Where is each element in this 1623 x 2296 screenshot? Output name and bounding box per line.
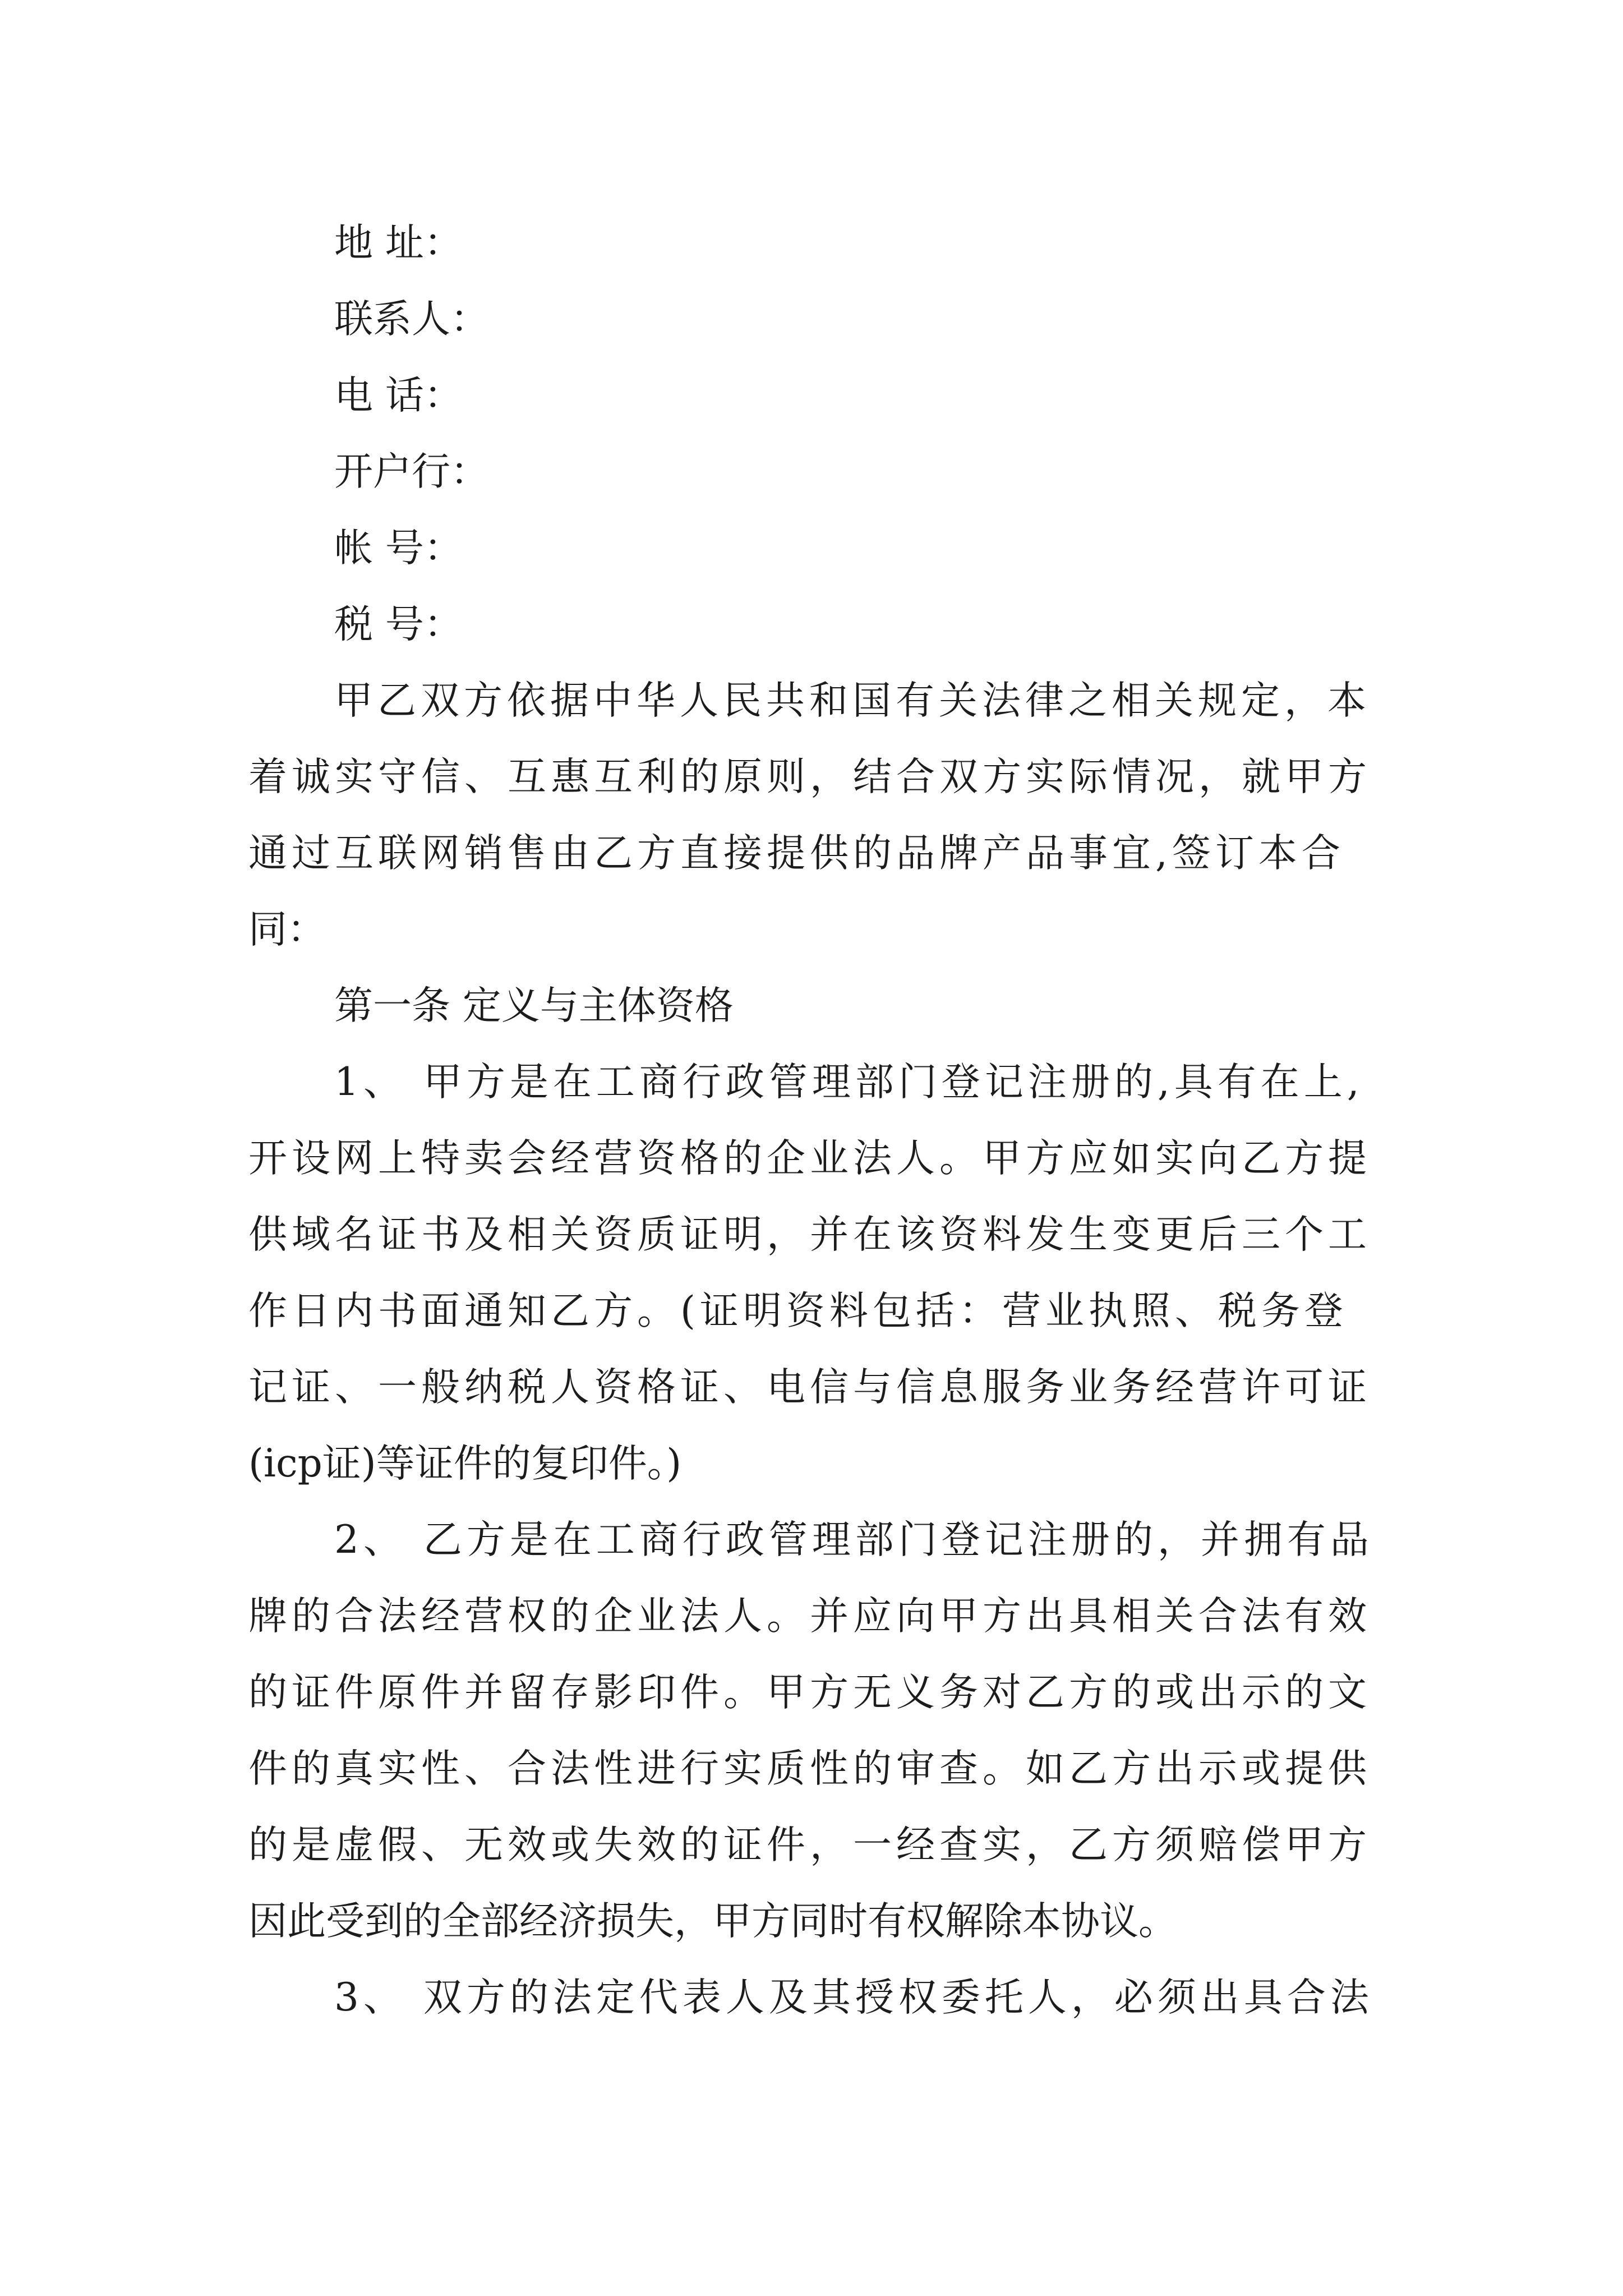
- field-phone-label: 电 话：: [334, 373, 463, 418]
- preamble-line: 甲乙双方依据中华人民共和国有关法律之相关规定，本: [334, 678, 1371, 723]
- clause-line: 开设网上特卖会经营资格的企业法人。甲方应如实向乙方提: [248, 1136, 1371, 1181]
- clause-line: 件的真实性、合法性进行实质性的审查。如乙方出示或提供: [248, 1746, 1371, 1791]
- clause-line: 记证、一般纳税人资格证、电信与信息服务业务经营许可证: [248, 1365, 1371, 1410]
- preamble-line: 通过互联网销售由乙方直接提供的品牌产品事宜,签订本合: [248, 831, 1345, 876]
- preamble-line: 同：: [248, 907, 326, 952]
- clause-line: 3、 双方的法定代表人及其授权委托人，必须出具合法: [334, 1975, 1373, 2020]
- field-account-label: 帐 号：: [334, 526, 463, 570]
- clause-line: 作日内书面通知乙方。(证明资料包括：营业执照、税务登: [248, 1289, 1348, 1333]
- clause-line: 的证件原件并留存影印件。甲方无义务对乙方的或出示的文: [248, 1670, 1371, 1715]
- clause-line: 1、 甲方是在工商行政管理部门登记注册的,具有在上,: [334, 1060, 1364, 1105]
- field-taxid-label: 税 号：: [334, 602, 463, 647]
- field-address-label: 地 址：: [334, 220, 463, 265]
- clause-line: 牌的合法经营权的企业法人。并应向甲方出具相关合法有效: [248, 1594, 1371, 1639]
- article-heading: 第一条 定义与主体资格: [334, 983, 734, 1028]
- clause-line: (icp证)等证件的复印件。): [248, 1441, 682, 1486]
- clause-line: 供域名证书及相关资质证明，并在该资料发生变更后三个工: [248, 1212, 1371, 1257]
- clause-line: 2、 乙方是在工商行政管理部门登记注册的，并拥有品: [334, 1517, 1373, 1562]
- field-contact-label: 联系人：: [334, 297, 489, 342]
- field-bank-label: 开户行：: [334, 449, 489, 494]
- preamble-line: 着诚实守信、互惠互利的原则，结合双方实际情况，就甲方: [248, 754, 1371, 799]
- clause-line: 因此受到的全部经济损失，甲方同时有权解除本协议。: [248, 1899, 1177, 1944]
- clause-line: 的是虚假、无效或失效的证件，一经查实，乙方须赔偿甲方: [248, 1823, 1371, 1867]
